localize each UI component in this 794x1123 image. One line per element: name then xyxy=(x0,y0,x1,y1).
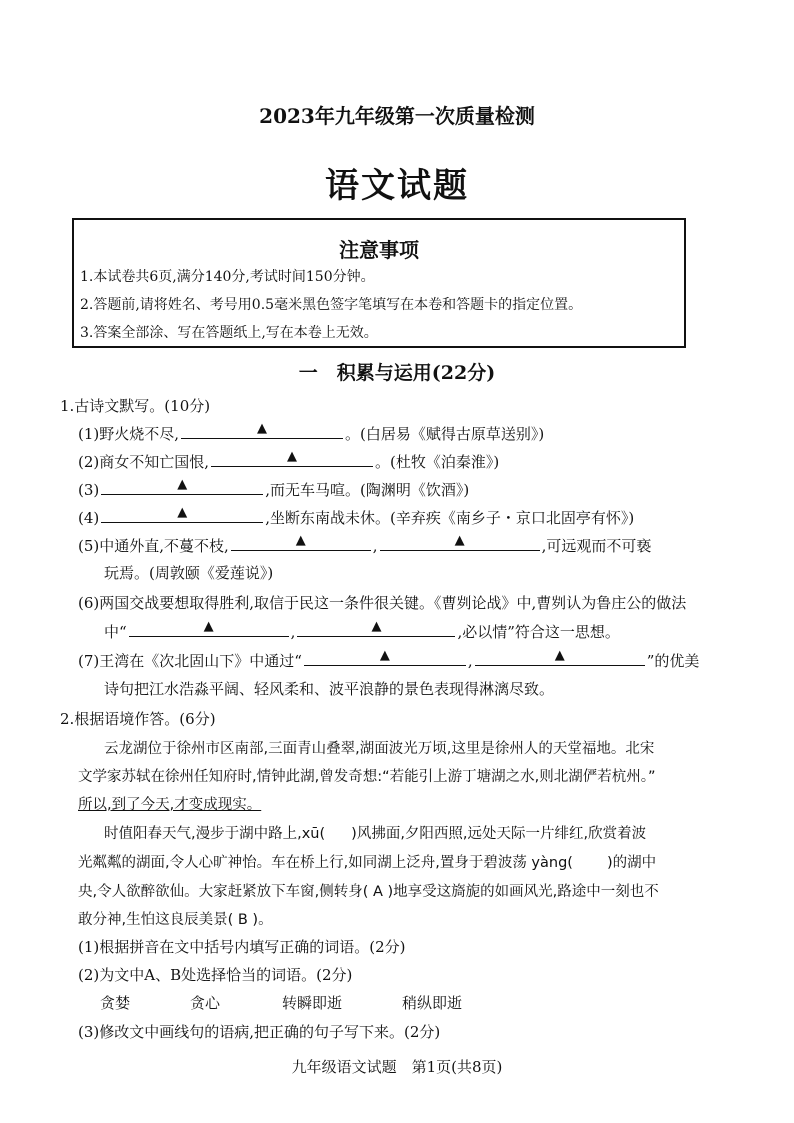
notice-item-1: 1.本试卷共6页,满分140分,考试时间150分钟。 xyxy=(80,269,375,285)
item-7-pre: (7)王湾在《次北固山下》中通过“ xyxy=(78,652,302,670)
question-2-stem: 2.根据语境作答。(6分) xyxy=(60,710,216,728)
question-1-item-3 xyxy=(78,479,469,500)
item-2-pre: (2)商女不知亡国恨, xyxy=(78,453,210,471)
answer-blank[interactable] xyxy=(211,449,373,467)
answer-blank[interactable] xyxy=(304,648,466,666)
blank-marker: ▲ xyxy=(554,648,565,663)
item-1-pre: (1)野火烧不尽, xyxy=(78,425,180,443)
blank-marker: ▲ xyxy=(177,505,188,520)
question-1-item-1 xyxy=(78,423,544,444)
blank-marker: ▲ xyxy=(203,619,214,634)
item-1-post: 。(白居易《赋得古原草送别》) xyxy=(345,425,545,443)
item-4-post: ,坐断东南战未休。(辛弃疾《南乡子・京口北固亭有怀》) xyxy=(265,509,635,527)
question-1-item-6-line1: (6)两国交战要想取得胜利,取信于民这一条件很关键。《曹刿论战》中,曹刿认为鲁庄公的做法 xyxy=(78,594,687,612)
word-option: 稍纵即逝 xyxy=(402,994,463,1012)
item-2-post: 。(杜牧《泊秦淮》) xyxy=(375,453,500,471)
item-4-pre: (4) xyxy=(78,509,100,527)
blank-marker: ▲ xyxy=(379,648,390,663)
item-7-mid: , xyxy=(467,652,473,670)
question-1-item-4 xyxy=(78,507,634,528)
blank-marker: ▲ xyxy=(371,619,382,634)
blank-marker: ▲ xyxy=(454,533,465,548)
item-6-mid: , xyxy=(290,623,296,641)
blank-marker: ▲ xyxy=(257,421,268,436)
word-option: 贪婪 xyxy=(100,994,131,1012)
question-2-sub-1: (1)根据拼音在文中括号内填写正确的词语。(2分) xyxy=(78,938,406,956)
question-2-sub-3: (3)修改文中画线句的语病,把正确的句子写下来。(2分) xyxy=(78,1023,441,1041)
passage-line xyxy=(104,822,646,843)
question-1-item-5-cont: 玩焉。(周敦颐《爱莲说》) xyxy=(104,564,274,582)
blank-marker: ▲ xyxy=(287,449,298,464)
notice-title: 注意事项 xyxy=(339,238,419,262)
item-3-post: ,而无车马喧。(陶渊明《饮酒》) xyxy=(265,481,470,499)
passage-line: 敢分神,生怕这良辰美景( B )。 xyxy=(78,912,273,928)
subject-title: 语文试题 xyxy=(325,166,469,206)
answer-blank[interactable] xyxy=(475,648,645,666)
question-1-item-7 xyxy=(78,650,699,671)
passage-line: 云龙湖位于徐州市区南部,三面青山叠翠,湖面波光万顷,这里是徐州人的天堂福地。北宋 xyxy=(104,741,655,757)
answer-blank[interactable] xyxy=(380,533,540,551)
question-2-sub-2: (2)为文中A、B处选择恰当的词语。(2分) xyxy=(78,966,353,984)
item-5-pre: (5)中通外直,不蔓不枝, xyxy=(78,537,229,555)
question-1-item-5 xyxy=(78,535,651,556)
question-1-stem: 1.古诗文默写。(10分) xyxy=(60,397,211,415)
section-title: 一 积累与运用(22分) xyxy=(298,362,496,384)
passage-line xyxy=(78,851,656,872)
question-1-item-6-line2 xyxy=(104,621,620,642)
item-3-pre: (3) xyxy=(78,481,100,499)
notice-item-2: 2.答题前,请将姓名、考号用0.5毫米黑色签字笔填写在本卷和答题卡的指定位置。 xyxy=(80,297,583,313)
notice-item-3: 3.答案全部涂、写在答题纸上,写在本卷上无效。 xyxy=(80,325,378,341)
page-footer: 九年级语文试题 第1页(共8页) xyxy=(291,1058,503,1076)
item-6-pre: 中“ xyxy=(104,623,127,641)
answer-blank[interactable] xyxy=(101,505,263,523)
passage-segment: 光粼粼的湖面,令人心旷神怡。车在桥上行,如同湖上泛舟,置身于碧波荡 yàng( xyxy=(78,855,573,871)
passage-line: 央,令人欲醉欲仙。大家赶紧放下车窗,侧转身( A )地享受这旖旎的如画风光,路途中一刻也不 xyxy=(78,884,659,900)
item-5-mid: , xyxy=(372,537,378,555)
notice-box xyxy=(72,218,686,348)
passage-segment: )的湖中 xyxy=(606,855,657,871)
answer-blank[interactable] xyxy=(101,477,263,495)
question-1-item-2 xyxy=(78,451,499,472)
answer-blank[interactable] xyxy=(297,619,455,637)
underlined-sentence: 所以,到了今天,才变成现实。 xyxy=(78,797,262,813)
blank-marker: ▲ xyxy=(295,533,306,548)
answer-blank[interactable] xyxy=(181,421,343,439)
question-1-item-7-cont: 诗句把江水浩淼平阔、轻风柔和、波平浪静的景色表现得淋漓尽致。 xyxy=(104,680,555,698)
answer-blank[interactable] xyxy=(129,619,289,637)
exam-name: 2023年九年级第一次质量检测 xyxy=(259,104,535,128)
passage-segment: )风拂面,夕阳西照,远处天际一片绯红,欣赏着波 xyxy=(351,826,647,842)
passage-segment: 时值阳春天气,漫步于湖中路上,xū( xyxy=(104,826,326,842)
blank-marker: ▲ xyxy=(177,477,188,492)
item-7-post: ”的优美 xyxy=(646,652,700,670)
word-option: 贪心 xyxy=(190,994,221,1012)
item-5-post: ,可远观而不可亵 xyxy=(541,537,652,555)
item-6-post: ,必以情”符合这一思想。 xyxy=(457,623,620,641)
answer-blank[interactable] xyxy=(231,533,371,551)
passage-line: 文学家苏轼在徐州任知府时,情钟此湖,曾发奇想:“若能引上游丁塘湖之水,则北湖俨若杭州。” xyxy=(78,769,656,785)
word-option: 转瞬即逝 xyxy=(282,994,343,1012)
